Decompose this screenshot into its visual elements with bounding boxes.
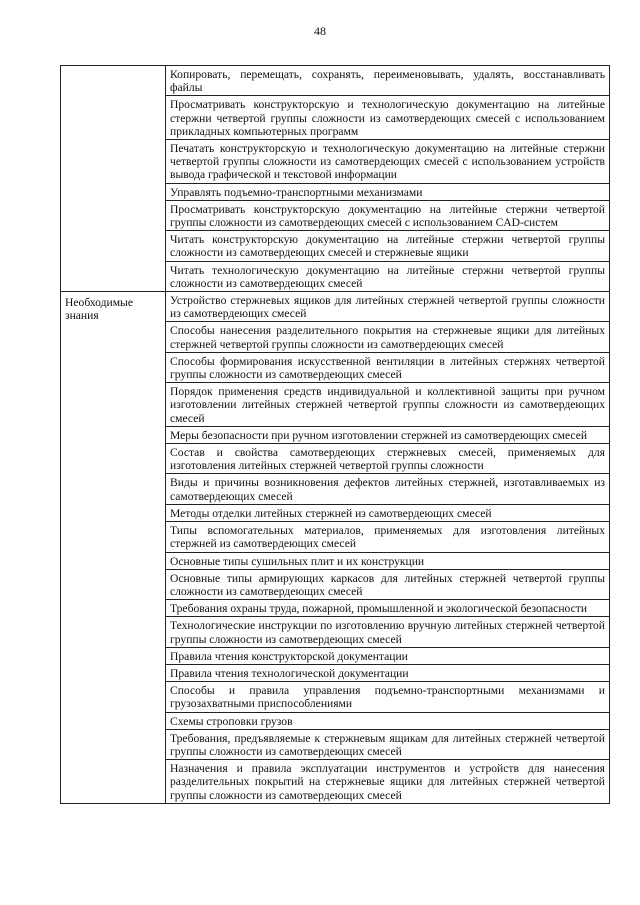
knowledge-item: Виды и причины возникновения дефектов литейных стержней, изготавливаемых из самотвердеющих смесей [166,473,609,503]
skill-item: Управлять подъемно-транспортными механизмами [166,183,609,200]
requirements-table [60,65,610,804]
skill-item: Копировать, перемещать, сохранять, переименовывать, удалять, восстанавливать файлы [170,68,605,95]
page-number: 48 [314,24,326,38]
knowledge-item: Правила чтения конструкторской документации [166,647,609,664]
knowledge-item: Порядок применения средств индивидуальной и коллективной защиты при ручном изготовлении литейных стержней четвертой группы сложности из самотвердеющих смесей [166,382,609,426]
skill-item: Читать конструкторскую документацию на литейные стержни четвертой группы сложности из самотвердеющих смесей и стержневые ящики [166,230,609,260]
knowledge-item: Устройство стержневых ящиков для литейных стержней четвертой группы сложности из самотвердеющих смесей [170,294,605,321]
knowledge-item: Состав и свойства самотвердеющих стержневых смесей, применяемых для изготовления литейных стержней четвертой группы сложности [166,443,609,473]
knowledge-item: Схемы строповки грузов [166,712,609,729]
knowledge-item: Способы и правила управления подъемно-транспортными механизмами и грузозахватными приспособлениями [166,681,609,711]
knowledge-item: Основные типы сушильных плит и их конструкции [166,552,609,569]
skills-row [61,66,610,292]
skill-item: Читать технологическую документацию на литейные стержни четвертой группы сложности из самотвердеющих смесей [166,261,609,291]
knowledge-label-cell [61,292,166,804]
knowledge-item: Назначения и правила эксплуатации инструментов и устройств для нанесения разделительных покрытий на стержневые ящики для литейных стержней четвертой группы сложности из самотвердеющих смесей [166,759,609,803]
knowledge-item: Требования охраны труда, пожарной, промышленной и экологической безопасности [166,599,609,616]
knowledge-item: Способы нанесения разделительного покрытия на стержневые ящики для литейных стержней четвертой группы сложности из самотвердеющих смесей [166,321,609,351]
knowledge-item: Типы вспомогательных материалов, применяемых для изготовления литейных стержней из самотвердеющих смесей [166,521,609,551]
skill-item: Просматривать конструкторскую документацию на литейные стержни четвертой группы сложности из самотвердеющих смесей с использованием CAD-систем [166,200,609,230]
knowledge-item: Технологические инструкции по изготовлению вручную литейных стержней четвертой группы сложности из самотвердеющих смесей [166,616,609,646]
skill-item: Печатать конструкторскую и технологическую документацию на литейные стержни четвертой группы сложности из самотвердеющих смесей с использованием устройств вывода графической и текстовой информации [166,139,609,183]
knowledge-item: Правила чтения технологической документации [166,664,609,681]
knowledge-item: Способы формирования искусственной вентиляции в литейных стержнях четвертой группы сложности из самотвердеющих смесей [166,352,609,382]
knowledge-item: Требования, предъявляемые к стержневым ящикам для литейных стержней четвертой группы сложности из самотвердеющих смесей [166,729,609,759]
knowledge-items-cell [166,292,610,804]
skills-label-cell [61,66,166,292]
knowledge-row [61,292,610,804]
skills-items-cell [166,66,610,292]
knowledge-label: Необходимые знания [65,296,133,323]
knowledge-item: Меры безопасности при ручном изготовлении стержней из самотвердеющих смесей [166,426,609,443]
knowledge-item: Основные типы армирующих каркасов для литейных стержней четвертой группы сложности из самотвердеющих смесей [166,569,609,599]
skill-item: Просматривать конструкторскую и технологическую документацию на литейные стержни четвертой группы сложности из самотвердеющих смесей с использованием прикладных компьютерных программ [166,95,609,139]
knowledge-item: Методы отделки литейных стержней из самотвердеющих смесей [166,504,609,521]
